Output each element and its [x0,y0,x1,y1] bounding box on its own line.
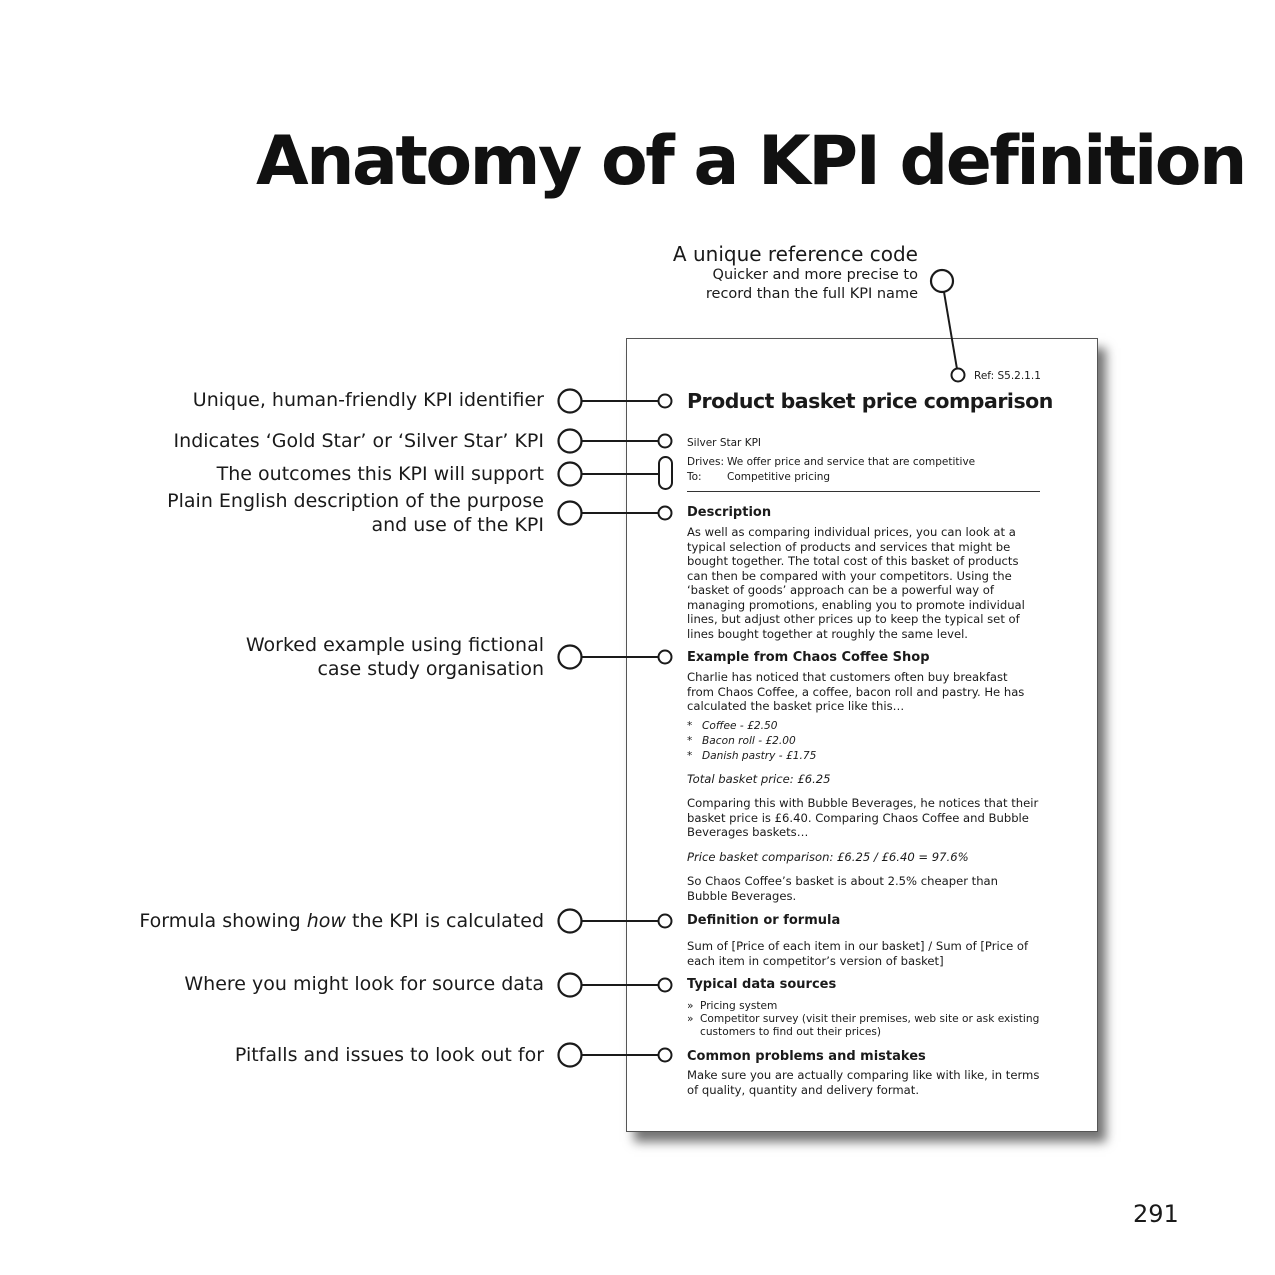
kpi-ref-code: Ref: S5.2.1.1 [974,370,1041,382]
price-comparison-result: Price basket comparison: £6.25 / £6.40 = 97.6% [687,850,969,864]
source-line: Competitor survey (visit their premises, web site or ask existing [700,1013,1040,1025]
description-line: As well as comparing individual prices, you can look at a [687,525,1016,539]
outcomes-label-circle [559,463,582,486]
bullet-marker: * [687,750,693,762]
bullet-marker: * [687,735,693,747]
description-line: bought together. The total cost of this basket of products [687,554,1019,568]
bullet-marker: » [687,1013,694,1025]
list-item-text: Bacon roll - £2.00 [702,735,796,747]
outcomes-anchor-capsule [659,457,672,489]
ref-callout-sub-2: record than the full KPI name [705,286,918,302]
description-heading: Description [687,505,772,520]
description-line: can then be compared with your competitors. Using the [687,568,1012,583]
page-title: Anatomy of a KPI definition [256,122,1245,201]
list-item-text: Danish pastry - £1.75 [702,750,817,762]
label-example-line-1: Worked example using fictional [245,634,544,656]
list-item-text: Coffee - £2.50 [702,720,778,732]
label-description-line-2: and use of the KPI [371,514,544,536]
comparing-line: Beverages baskets… [687,825,809,839]
problems-line: of quality, quantity and delivery format. [687,1082,920,1097]
description-label-circle [559,502,582,525]
star-anchor-circle [659,435,672,448]
to-value: Competitive pricing [727,471,831,483]
ref-connector-line [944,292,957,369]
formula-heading: Definition or formula [687,913,841,928]
ref-callout-circle [931,270,953,292]
identifier-anchor-circle [659,395,672,408]
to-label: To: [687,471,702,483]
example-intro-line: Charlie has noticed that customers often buy breakfast [687,670,1008,684]
example-heading: Example from Chaos Coffee Shop [687,650,930,665]
pitfalls-label-circle [559,1044,582,1067]
bullet-marker: » [687,1000,694,1012]
problems-heading: Common problems and mistakes [687,1049,926,1064]
conclusion-line: Bubble Beverages. [687,888,797,903]
comparing-line: basket price is £6.40. Comparing Chaos Coffee and Bubble [687,810,1029,825]
pitfalls-anchor-circle [659,1049,672,1062]
example-anchor-circle [659,651,672,664]
sources-label-circle [559,974,582,997]
description-line: typical selection of products and services that might be [687,539,1011,554]
formula-line: Sum of [Price of each item in our basket] / Sum of [Price of [687,939,1029,953]
sources-heading: Typical data sources [687,977,837,992]
label-star: Indicates ‘Gold Star’ or ‘Silver Star’ KPI [173,430,544,452]
comparing-line: Comparing this with Bubble Beverages, he notices that their [687,796,1039,810]
label-formula-post: the KPI is calculated [345,910,544,932]
label-formula-pre: Formula showing [139,910,307,932]
list-item-text: Pricing system [700,1000,778,1012]
identifier-label-circle [559,390,582,413]
ref-anchor-circle [952,369,965,382]
drives-value: We offer price and service that are competitive [727,456,976,468]
formula-label-circle [559,910,582,933]
description-line: ‘basket of goods’ approach can be a powerful way of [687,583,994,597]
formula-anchor-circle [659,915,672,928]
conclusion-line: So Chaos Coffee’s basket is about 2.5% cheaper than [687,874,998,888]
source-line: customers to find out their prices) [700,1026,882,1038]
kpi-title: Product basket price comparison [687,389,1053,413]
example-label-circle [559,646,582,669]
description-line: lines bought together at roughly the same level. [687,626,968,641]
description-line: managing promotions, enabling you to promote individual [687,597,1025,612]
star-label-circle [559,430,582,453]
description-line: lines, but adjust other prices up to keep the typical set of [687,612,1020,626]
label-description-line-1: Plain English description of the purpose [167,490,544,512]
ref-callout-heading: A unique reference code [672,242,918,266]
label-identifier: Unique, human-friendly KPI identifier [192,389,544,411]
problems-line: Make sure you are actually comparing like with like, in terms [687,1068,1040,1082]
label-sources: Where you might look for source data [184,973,544,995]
label-pitfalls: Pitfalls and issues to look out for [234,1044,544,1066]
drives-label: Drives: [687,456,725,468]
formula-line: each item in competitor’s version of basket] [687,953,944,968]
example-intro-line: from Chaos Coffee, a coffee, bacon roll and pastry. He has [687,684,1025,699]
page-number: 291 [1133,1200,1179,1228]
bullet-marker: * [687,720,693,732]
example-intro-line: calculated the basket price like this… [687,699,905,713]
label-outcomes: The outcomes this KPI will support [216,463,544,485]
label-example-line-2: case study organisation [317,658,544,680]
description-anchor-circle [659,507,672,520]
sources-anchor-circle [659,979,672,992]
total-basket-price: Total basket price: £6.25 [687,772,831,786]
ref-callout-sub-1: Quicker and more precise to [712,267,918,283]
kpi-star-rating: Silver Star KPI [687,437,762,449]
label-formula-em: how [306,910,346,932]
